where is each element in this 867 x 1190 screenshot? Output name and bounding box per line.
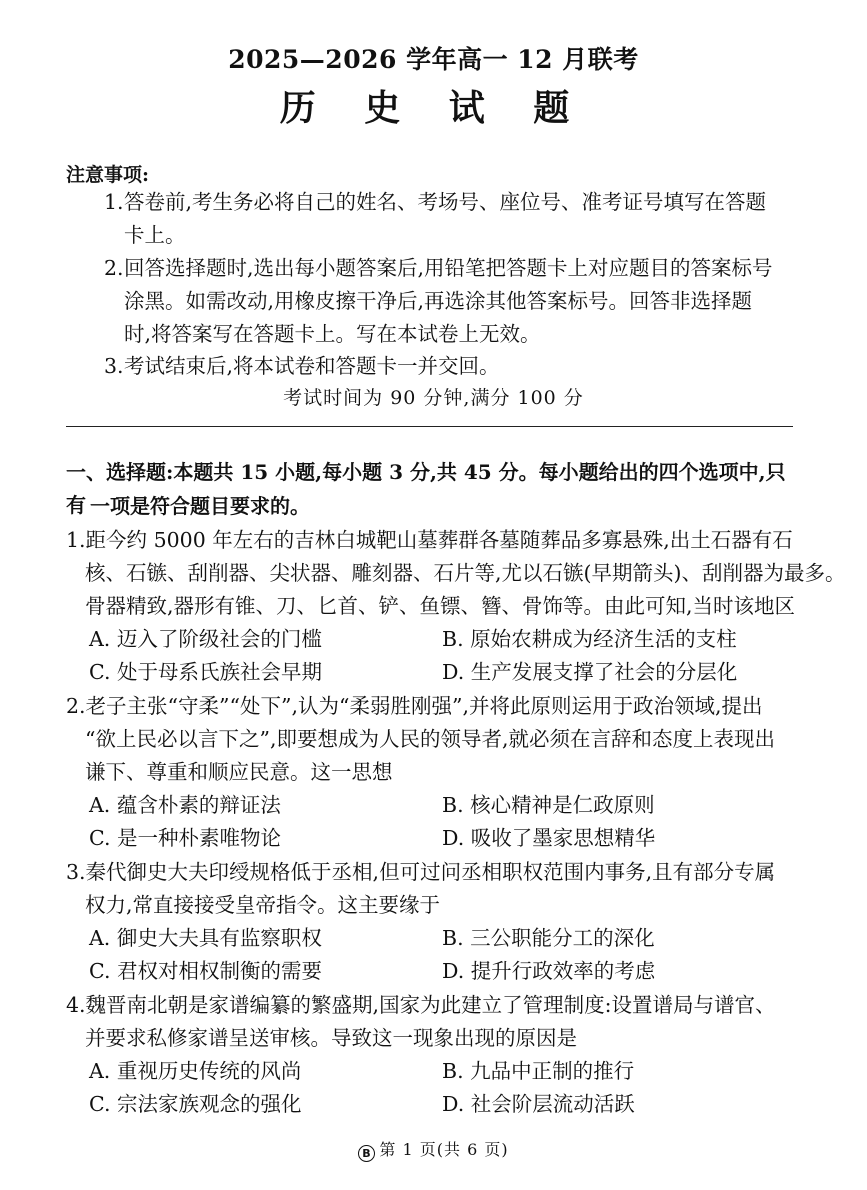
- question-4-option-c: C. 宗法家族观念的强化: [89, 1092, 302, 1116]
- question-1-option-a: A. 迈入了阶级社会的门槛: [89, 627, 322, 651]
- question-4-stem-line: 并要求私修家谱呈送审核。导致这一现象出现的原因是: [85, 1026, 577, 1050]
- question-3-option-c: C. 君权对相权制衡的需要: [89, 959, 322, 983]
- section-heading: 一、选择题:本题共 15 小题,每小题 3 分,共 45 分。每小题给出的四个选项中,只有: [66, 460, 786, 517]
- question-1-stem-line: 骨器精致,器形有锥、刀、匕首、铲、鱼镖、簪、骨饰等。由此可知,当时该地区: [85, 594, 796, 618]
- notice-item-line: 时,将答案写在答题卡上。写在本试卷上无效。: [124, 322, 541, 346]
- question-1-option-b: B. 原始农耕成为经济生活的支柱: [442, 627, 737, 651]
- question-2-stem-line: “欲上民必以言下之”,即要想成为人民的领导者,就必须在言辞和态度上表现出: [85, 727, 775, 751]
- question-4-option-a: A. 重视历史传统的风尚: [89, 1059, 302, 1083]
- notice-item-line: 卡上。: [124, 223, 186, 247]
- page-number: 第 1 页(共 6 页): [379, 1140, 509, 1159]
- notice-item-line: 涂黑。如需改动,用橡皮擦干净后,再选涂其他答案标号。回答非选择题: [124, 289, 753, 313]
- notice-item-line: 考试结束后,将本试卷和答题卡一并交回。: [124, 354, 500, 378]
- question-1-option-d: D. 生产发展支撑了社会的分层化: [442, 660, 738, 684]
- notice-item-line: 回答选择题时,选出每小题答案后,用铅笔把答题卡上对应题目的答案标号: [124, 256, 773, 280]
- paper-version-mark: B: [358, 1145, 375, 1162]
- question-3-option-b: B. 三公职能分工的深化: [442, 926, 655, 950]
- question-3-option-d: D. 提升行政效率的考虑: [442, 959, 656, 983]
- divider-rule: [66, 426, 793, 427]
- notice-heading: 注意事项:: [66, 164, 150, 186]
- page-footer: [0, 1137, 867, 1162]
- exam-title: 2025—2026 学年高一 12 月联考: [228, 45, 639, 74]
- question-1-stem-line: 核、石镞、刮削器、尖状器、雕刻器、石片等,尤以石镞(早期箭头)、刮削器为最多。: [85, 561, 846, 585]
- question-4-option-d: D. 社会阶层流动活跃: [442, 1092, 635, 1116]
- question-2-option-c: C. 是一种朴素唯物论: [89, 826, 281, 850]
- question-3-option-a: A. 御史大夫具有监察职权: [89, 926, 322, 950]
- question-2-option-b: B. 核心精神是仁政原则: [442, 793, 655, 817]
- question-2-option-a: A. 蕴含朴素的辩证法: [89, 793, 281, 817]
- notice-item-number: 3.: [104, 354, 124, 378]
- notice-item-number: 1.: [104, 190, 124, 214]
- exam-time-info: 考试时间为 90 分钟,满分 100 分: [283, 387, 584, 409]
- question-3-stem-line: 权力,常直接接受皇帝指令。这主要缘于: [85, 893, 441, 917]
- notice-item-number: 2.: [104, 256, 124, 280]
- section-heading-cont: 一项是符合题目要求的。: [90, 494, 310, 518]
- question-2-stem-line: 2.老子主张“守柔”“处下”,认为“柔弱胜刚强”,并将此原则运用于政治领域,提出: [66, 694, 763, 718]
- notice-item-line: 答卷前,考生务必将自己的姓名、考场号、座位号、准考证号填写在答题: [124, 190, 767, 214]
- question-4-option-b: B. 九品中正制的推行: [442, 1059, 635, 1083]
- subject-title: 历 史 试 题: [279, 87, 588, 129]
- question-1-option-c: C. 处于母系氏族社会早期: [89, 660, 322, 684]
- question-2-option-d: D. 吸收了墨家思想精华: [442, 826, 656, 850]
- question-4-stem-line: 4.魏晋南北朝是家谱编纂的繁盛期,国家为此建立了管理制度:设置谱局与谱官、: [66, 993, 776, 1017]
- question-3-stem-line: 3.秦代御史大夫印绶规格低于丞相,但可过问丞相职权范围内事务,且有部分专属: [66, 860, 776, 884]
- question-2-stem-line: 谦下、尊重和顺应民意。这一思想: [85, 760, 393, 784]
- question-1-stem-line: 1.距今约 5000 年左右的吉林白城靶山墓葬群各墓随葬品多寡悬殊,出土石器有石: [66, 528, 793, 552]
